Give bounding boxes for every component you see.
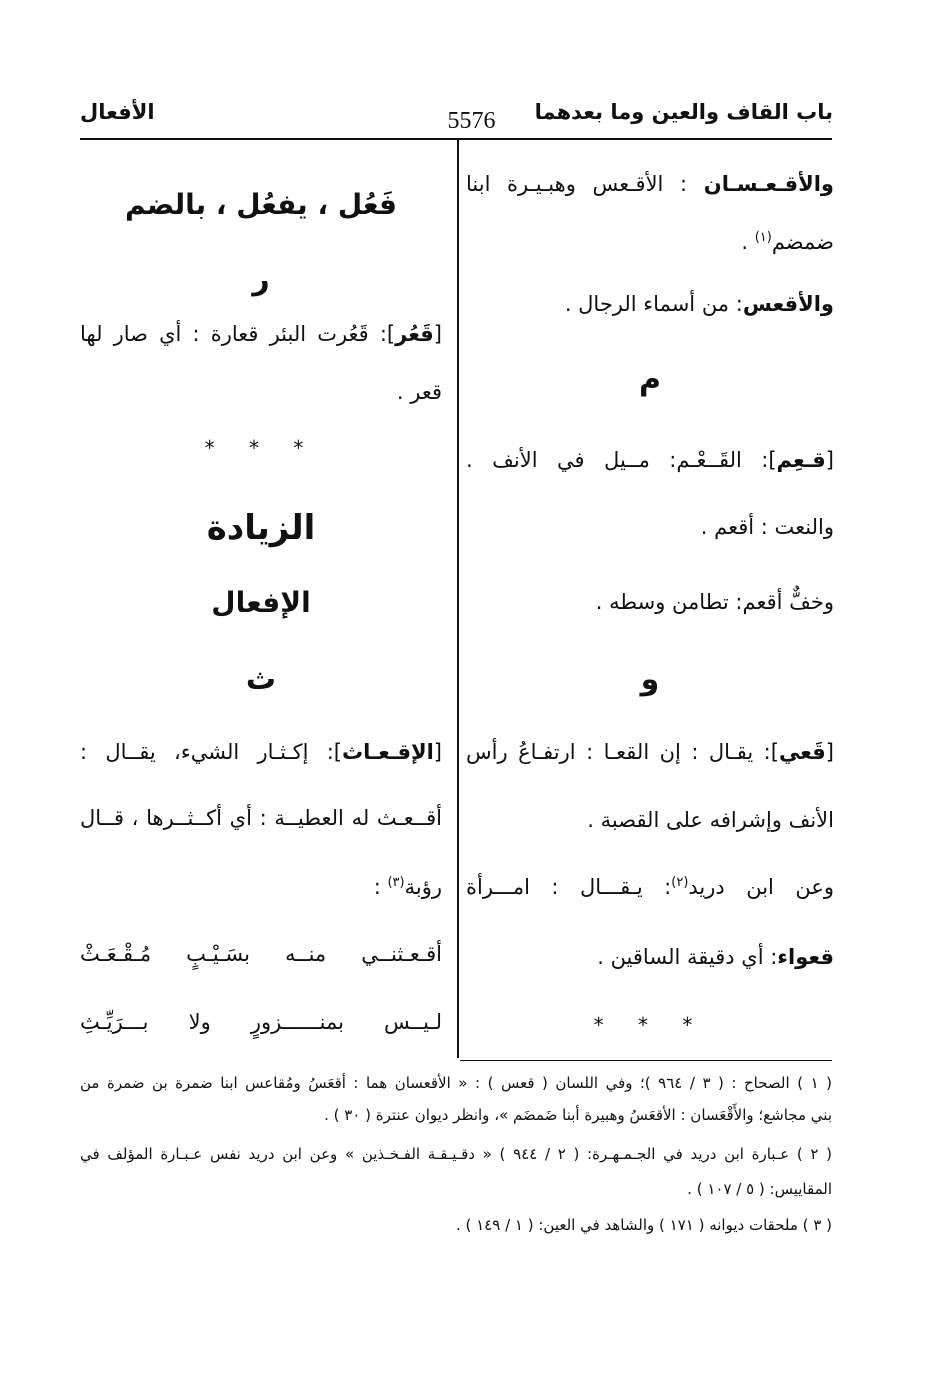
footnote-line: المقاييس: ( ٥ / ١٠٧ ) . xyxy=(687,1180,832,1198)
verse-line: لـيــس بمنــــــزورٍ ولا بـــرَيِّـثِ xyxy=(80,1010,442,1034)
entry-line: [قَعي]: يقـال : إن القعـا : ارتفـاعُ رأس xyxy=(466,740,834,764)
entry-line: وعن ابن دريد$^{(٢)}$: يـقـــال : امـــرأة xyxy=(466,875,834,899)
entry-line: ضمضم$^{(١)}$ . xyxy=(741,230,834,254)
footnote-line: ( ٢ ) عـبارة ابن دريد في الجـمـهـرة: ( ٢ / ٩٤٤ ) « دقـيـقـة الفـخـذين » وعن ابن دريد نفس عـبـارة المؤلف في xyxy=(80,1145,832,1163)
entry-line: [قـعِم]: القَــعْـم: مــيل في الأنف . xyxy=(466,448,834,472)
section-letter: ر xyxy=(252,262,270,297)
entry-line: والنعت : أقعم . xyxy=(700,515,834,539)
entry-line: قعر . xyxy=(396,380,442,404)
running-title-right: باب القاف والعين وما بعدهما xyxy=(534,100,833,124)
section-letter: و xyxy=(640,662,660,697)
footnote-ref: (٢) xyxy=(671,875,689,890)
section-letter: ث xyxy=(245,662,277,697)
verse-line: أقـعـثنــي منــه بسَـيْـبٍ مُـقْـعَـثْ xyxy=(80,942,442,966)
footnote-ref: (١) xyxy=(754,230,772,245)
header-rule xyxy=(80,138,832,140)
footnote-line: بني مجاشع؛ والأَقْعَسان : الأقعَسُ وهبيرة أبنا ضَمضَم »، وانظر ديوان عنترة ( ٣٠ ) . xyxy=(324,1106,832,1124)
entry-line: رؤبة$^{(٣)}$ : xyxy=(373,875,442,899)
footnote-rule xyxy=(460,1060,832,1061)
entry-line: أقــعـث له العطيــة : أي أكــثــرها ، قــال xyxy=(80,806,442,830)
page-number: 5576 xyxy=(447,108,496,134)
section-subtitle: الإفعال xyxy=(211,586,311,619)
column-divider xyxy=(457,140,459,1058)
entry-line: والأقعس: من أسماء الرجال . xyxy=(564,292,834,316)
section-separator: * * * xyxy=(204,436,318,460)
entry-line: قعواء: أي دقيقة الساقين . xyxy=(597,945,834,969)
chapter-heading: فَعُل ، يفعُل ، بالضم xyxy=(125,188,397,221)
section-separator: * * * xyxy=(593,1013,707,1037)
section-title: الزيادة xyxy=(206,508,316,548)
entry-line: الأنف وإشرافه على القصبة . xyxy=(587,808,834,832)
entry-line: والأقـعـسـان : الأقـعس وهبـيـرة ابنا xyxy=(466,172,834,196)
section-letter: م xyxy=(639,362,661,397)
running-title-left: الأفعال xyxy=(80,100,155,124)
footnote-ref: (٣) xyxy=(387,875,405,890)
footnote-line: ( ٣ ) ملحقات ديوانه ( ١٧١ ) والشاهد في العين: ( ١ / ١٤٩ ) . xyxy=(455,1216,832,1234)
entry-line: [الإقـعـاث]: إكـثـار الشيء، يقــال : xyxy=(80,740,442,764)
entry-line: [قَعُر]: قَعُرت البئر قعارة : أي صار لها xyxy=(80,322,442,346)
entry-line: وخفٌّ أقعم: تطامن وسطه . xyxy=(595,590,834,614)
footnote-line: ( ١ ) الصحاح : ( ٣ / ٩٦٤ )؛ وفي اللسان ( قعس ) : « الأقعسان هما : أقعَسُ ومُقاعس ابنا ضمرة بن ضمرة من xyxy=(80,1074,833,1092)
